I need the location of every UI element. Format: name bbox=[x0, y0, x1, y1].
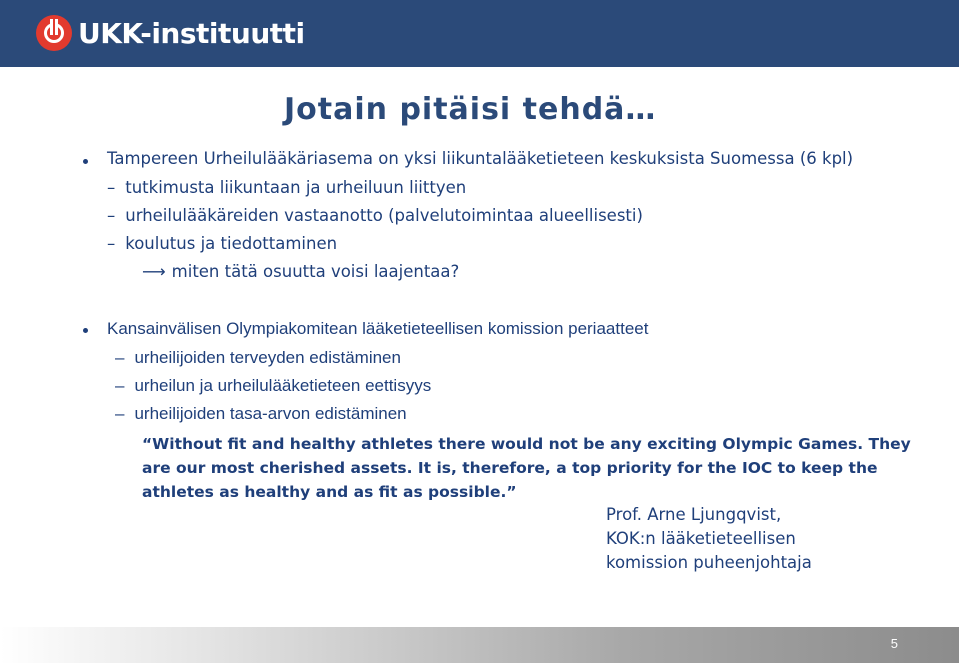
dash-icon: – bbox=[115, 404, 125, 423]
section1-bullet-text: Tampereen Urheilulääkäriasema on yksi liikuntalääketieteen keskuksista Suomessa (6 kpl) bbox=[107, 149, 854, 168]
section2-bullet-text: Kansainvälisen Olympiakomitean lääketieteellisen komission periaatteet bbox=[107, 319, 649, 338]
dash-icon: – bbox=[107, 234, 116, 253]
section2-item bbox=[115, 404, 407, 424]
section1-item bbox=[107, 178, 466, 197]
attribution-line: KOK:n lääketieteellisen bbox=[606, 529, 796, 548]
section1-arrow-note bbox=[142, 262, 459, 281]
ioc-quote: “Without fit and healthy athletes there would not be any exciting Olympic Games. They are our most cherished assets. It is, therefore, a top priority for the IOC to keep the athletes as healthy and as fit as possible.” bbox=[142, 435, 911, 501]
right-arrow-icon: ⟶ bbox=[142, 262, 166, 281]
attribution-line: komission puheenjohtaja bbox=[606, 553, 812, 572]
logo bbox=[36, 13, 305, 53]
page-number: 5 bbox=[890, 636, 898, 651]
quote-attribution bbox=[606, 503, 812, 575]
section2-item-text: urheilun ja urheilulääketieteen eettisyys bbox=[134, 376, 432, 395]
section1-item bbox=[107, 206, 643, 225]
slide-title: Jotain pitäisi tehdä… bbox=[284, 92, 657, 127]
logo-text: UKK-instituutti bbox=[78, 16, 305, 50]
section2-bullet bbox=[107, 319, 648, 339]
attribution-line: Prof. Arne Ljungqvist, bbox=[606, 505, 782, 524]
section1-item-text: tutkimusta liikuntaan ja urheiluun liittyen bbox=[125, 178, 467, 197]
dash-icon: – bbox=[115, 376, 125, 395]
section2-item bbox=[115, 348, 401, 368]
section1-item-text: urheilulääkäreiden vastaanotto (palvelutoimintaa alueellisesti) bbox=[125, 206, 643, 225]
section1-item-text: koulutus ja tiedottaminen bbox=[125, 234, 338, 253]
section2-item bbox=[115, 376, 431, 396]
dash-icon: – bbox=[107, 178, 116, 197]
dash-icon: – bbox=[115, 348, 125, 367]
section2-item-text: urheilijoiden terveyden edistäminen bbox=[134, 348, 401, 367]
ukk-logo-icon bbox=[36, 15, 72, 51]
bullet-dot-icon bbox=[83, 328, 88, 333]
arrow-note-text: miten tätä osuutta voisi laajentaa? bbox=[171, 262, 460, 281]
footer-bar bbox=[0, 627, 959, 663]
section1-bullet bbox=[107, 149, 853, 168]
section2-item-text: urheilijoiden tasa-arvon edistäminen bbox=[134, 404, 407, 423]
bullet-dot-icon bbox=[83, 159, 88, 164]
dash-icon: – bbox=[107, 206, 116, 225]
section1-item bbox=[107, 234, 337, 253]
header-bar bbox=[0, 0, 959, 67]
